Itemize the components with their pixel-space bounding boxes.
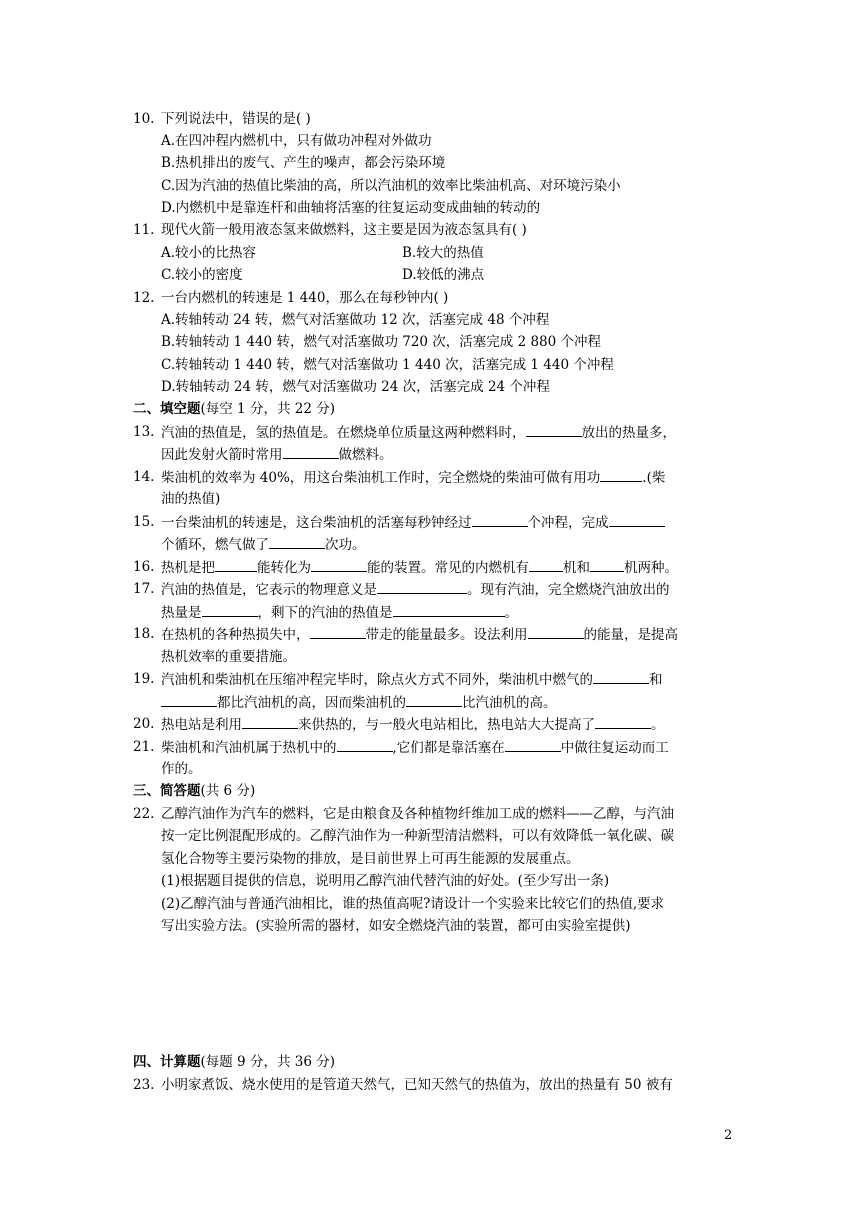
option-c: C.因为汽油的热值比柴油的高，所以汽油机的效率比柴油机高、对环境污染小 <box>161 178 621 194</box>
option-c: C.较小的密度 <box>161 267 243 283</box>
section-title: 二、填空题 <box>133 401 201 417</box>
question-number: 14. <box>133 469 155 485</box>
question-number: 20. <box>133 716 155 732</box>
sub-question: (2)乙醇汽油与普通汽油相比，谁的热值高呢?请设计一个实验来比较它们的热值,要求 <box>161 896 665 912</box>
option-a: A.较小的比热容 <box>161 245 257 261</box>
question-text: 柴油机的效率为 40%，用这台柴油机工作时，完全燃烧的柴油可做有用功 .(柴 <box>161 470 666 486</box>
option-d: D.较低的沸点 <box>402 267 485 283</box>
sub-question: 写出实验方法。(实验所需的器材，如安全燃烧汽油的装置，都可由实验室提供) <box>161 918 631 934</box>
section-title: 四、计算题 <box>133 1054 201 1070</box>
answer-blank[interactable] <box>528 625 584 639</box>
option-a: A.转轴转动 24 转，燃气对活塞做功 12 次，活塞完成 48 个冲程 <box>161 312 550 328</box>
question-number: 13. <box>133 424 155 440</box>
section-note: (每空 1 分，共 22 分) <box>200 401 335 417</box>
answer-blank[interactable] <box>529 558 563 572</box>
page-number: 2 <box>724 1128 733 1143</box>
answer-blank[interactable] <box>393 603 505 617</box>
answer-blank[interactable] <box>269 535 325 549</box>
answer-blank[interactable] <box>595 715 651 729</box>
question-text: 都比汽油机的高，因而柴油机的 比汽油机的高。 <box>161 693 557 712</box>
answer-blank[interactable] <box>310 625 366 639</box>
question-text: 油的热值) <box>161 491 221 507</box>
question-text: 柴油机和汽油机属于热机中的 ,它们都是靠活塞在 中做往复运动而工 <box>161 740 669 756</box>
section-heading <box>133 1053 335 1071</box>
question-number: 23. <box>133 1077 155 1093</box>
question-number: 10. <box>133 111 155 127</box>
question-number: 22. <box>133 806 155 822</box>
question-text: 按一定比例混配形成的。乙醇汽油作为一种新型清洁燃料，可以有效降低一氧化碳、碳 <box>161 828 674 844</box>
answer-blank[interactable] <box>609 513 665 527</box>
question-stem: 现代火箭一般用液态氢来做燃料，这主要是因为液态氢具有( ) <box>161 222 527 238</box>
answer-blank[interactable] <box>242 715 298 729</box>
answer-blank[interactable] <box>472 513 528 527</box>
question-text: 热电站是利用 来供热的，与一般火电站相比，热电站大大提高了 。 <box>161 717 665 733</box>
section-heading <box>133 400 335 418</box>
sub-question: (1)根据题目提供的信息，说明用乙醇汽油代替汽油的好处。(至少写出一条) <box>161 873 610 889</box>
option-b: B.转轴转动 1 440 转，燃气对活塞做功 720 次，活塞完成 2 880 个冲程 <box>161 334 602 350</box>
question-text: 在热机的各种热损失中， 带走的能量最多。设法利用 的能量，是提高 <box>161 627 678 643</box>
option-a: A.在四冲程内燃机中，只有做功冲程对外做功 <box>161 133 432 149</box>
question-text: 作的。 <box>161 761 202 777</box>
question-number: 17. <box>133 581 155 597</box>
section-note: (共 6 分) <box>200 783 256 799</box>
section-title: 三、简答题 <box>133 783 201 799</box>
answer-blank[interactable] <box>283 445 339 459</box>
answer-blank[interactable] <box>202 603 258 617</box>
answer-blank[interactable] <box>311 558 367 572</box>
section-note: (每题 9 分，共 36 分) <box>200 1054 335 1070</box>
question-stem: 下列说法中，错误的是( ) <box>161 111 311 127</box>
answer-blank[interactable] <box>526 423 582 437</box>
answer-blank[interactable] <box>377 580 467 594</box>
option-b: B.热机排出的废气、产生的噪声，都会污染环境 <box>161 155 446 171</box>
question-text: 热机效率的重要措施。 <box>161 649 296 665</box>
question-text: 汽油的热值是，它表示的物理意义是 。现有汽油，完全燃烧汽油放出的 <box>161 582 670 598</box>
question-text: 汽油的热值是，氢的热值是。在燃烧单位质量这两种燃料时， 放出的热量多， <box>161 425 676 441</box>
question-number: 18. <box>133 626 155 642</box>
question-number: 21. <box>133 739 155 755</box>
answer-blank[interactable] <box>593 670 649 684</box>
question-text: 个循环，燃气做了 次功。 <box>161 537 366 553</box>
question-number: 19. <box>133 671 155 687</box>
question-text: 热量是 ，剩下的汽油的热值是 。 <box>161 605 518 621</box>
question-text: 乙醇汽油作为汽车的燃料，它是由粮食及各种植物纤维加工成的燃料——乙醇，与汽油 <box>161 806 674 822</box>
question-text: 因此发射火箭时常用 做燃料。 <box>161 447 393 463</box>
answer-blank[interactable] <box>406 693 462 707</box>
option-c: C.转轴转动 1 440 转，燃气对活塞做功 1 440 次，活塞完成 1 440 个冲程 <box>161 357 614 373</box>
question-number: 11. <box>133 222 155 238</box>
answer-blank[interactable] <box>337 738 393 752</box>
question-stem: 一台内燃机的转速是 1 440，那么在每秒钟内( ) <box>161 290 449 306</box>
option-d: D.转轴转动 24 转，燃气对活塞做功 24 次，活塞完成 24 个冲程 <box>161 379 550 395</box>
answer-blank[interactable] <box>600 468 642 482</box>
question-text: 热机是把 能转化为 能的装置。常见的内燃机有 机和 机两种。 <box>161 560 678 576</box>
question-number: 16. <box>133 559 155 575</box>
question-text: 氢化合物等主要污染物的排放，是目前世界上可再生能源的发展重点。 <box>161 851 580 867</box>
option-d: D.内燃机中是靠连杆和曲轴将活塞的往复运动变成曲轴的转动的 <box>161 200 541 216</box>
question-text: 小明家煮饭、烧水使用的是管道天然气，已知天然气的热值为，放出的热量有 50 被有 <box>161 1077 673 1093</box>
question-text: 一台柴油机的转速是，这台柴油机的活塞每秒钟经过 个冲程，完成 <box>161 513 665 532</box>
question-text: 汽油机和柴油机在压缩冲程完毕时，除点火方式不同外，柴油机中燃气的 和 <box>161 672 663 688</box>
question-number: 12. <box>133 290 155 306</box>
section-heading <box>133 782 255 800</box>
answer-blank[interactable] <box>505 738 561 752</box>
question-number: 15. <box>133 514 155 530</box>
option-b: B.较大的热值 <box>402 245 484 261</box>
answer-blank[interactable] <box>590 558 624 572</box>
answer-blank[interactable] <box>215 558 257 572</box>
answer-blank[interactable] <box>161 693 217 707</box>
